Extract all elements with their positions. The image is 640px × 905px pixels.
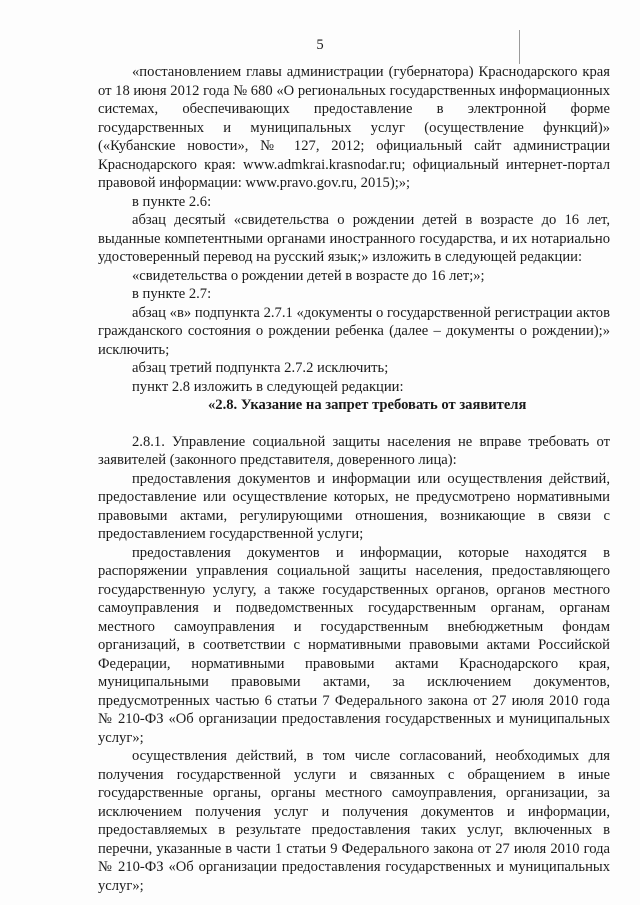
paragraph-actions: осуществления действий, в том числе согласований, необходимых для получения государственной услуги и связанных с обращением в иные государственные органы, органы местного самоуправления, организации, за исключением получения услуг и получения документов и информации, предоставляемых в результате предоставления таких услуг, включенных в перечни, указанные в части 1 статьи 9 Федерального закона от 27 июля 2010 года № 210-ФЗ «Об организации предоставления государственных и муниципальных услуг»; xyxy=(98,748,610,894)
paragraph-docs-in-possession: предоставления документов и информации, которые находятся в распоряжении управления социальной защиты населения, предоставляющего государственную услугу, а также государственных органов, органов местного самоуправления и подведомственных государственным органам, органам местного самоуправления и государственным внебюджетным фондам организаций, в соответствии с нормативными правовыми актами Российской Федерации, нормативными правовыми актами Краснодарского края, муниципальными правовыми актами, за исключением документов, предусмотренных частью 6 статьи 7 Федерального закона от 27 июля 2010 года № 210-ФЗ «Об организации предоставления государственных и муниципальных услуг»; xyxy=(98,544,610,746)
section-heading: «2.8. Указание на запрет требовать от заявителя xyxy=(208,397,527,413)
paragraph-item-2-7: в пункте 2.7: xyxy=(132,286,212,302)
paragraph-item-2-6: в пункте 2.6: xyxy=(132,193,212,210)
page-number: 5 xyxy=(316,37,324,53)
paragraph-abzac-v: абзац «в» подпункта 2.7.1 «документы о государственной регистрации актов гражданского состояния о рождении ребенка (далее – документы о рождении);» исключить; xyxy=(98,304,610,358)
paragraph-providing-docs: предоставления документов и информации или осуществления действий, предоставление или осуществление которых, не предусмотрено нормативными правовыми актами, регулирующими отношения, возникающие в связи с предоставлением государственной услуги; xyxy=(98,470,610,542)
paragraph-abzac-10: абзац десятый «свидетельства о рождении детей в возрасте до 16 лет, выданные компетентными органами иностранного государства, и их нотариально удостоверенный перевод на русский язык;» изложить в следующей редакции: xyxy=(98,212,610,265)
scan-mark xyxy=(519,30,520,64)
paragraph-citation: «постановлением главы администрации (губернатора) Краснодарского края от 18 июня 2012 года № 680 «О региональных государственных информационных системах, обеспечивающих предоставление в электронной форме государственных и муниципальных услуг (осуществление функций)» («Кубанские новости», № 127, 2012; официальный сайт администрации Краснодарского края: www.admkrai.krasnodar.ru; официальный интернет-портал правовой информации: www.pravo.gov.ru, 2015);»; xyxy=(98,64,610,191)
paragraph-new-wording: «свидетельства о рождении детей в возрасте до 16 лет;»; xyxy=(132,267,485,284)
spacer xyxy=(98,415,610,433)
paragraph-abzac-3: абзац третий подпункта 2.7.2 исключить; xyxy=(132,360,389,376)
paragraph-item-2-8: пункт 2.8 изложить в следующей редакции: xyxy=(132,378,404,395)
paragraph-2-8-1: 2.8.1. Управление социальной защиты населения не вправе требовать от заявителей (законного представителя, доверенного лица): xyxy=(98,433,610,468)
document-body xyxy=(98,63,610,895)
